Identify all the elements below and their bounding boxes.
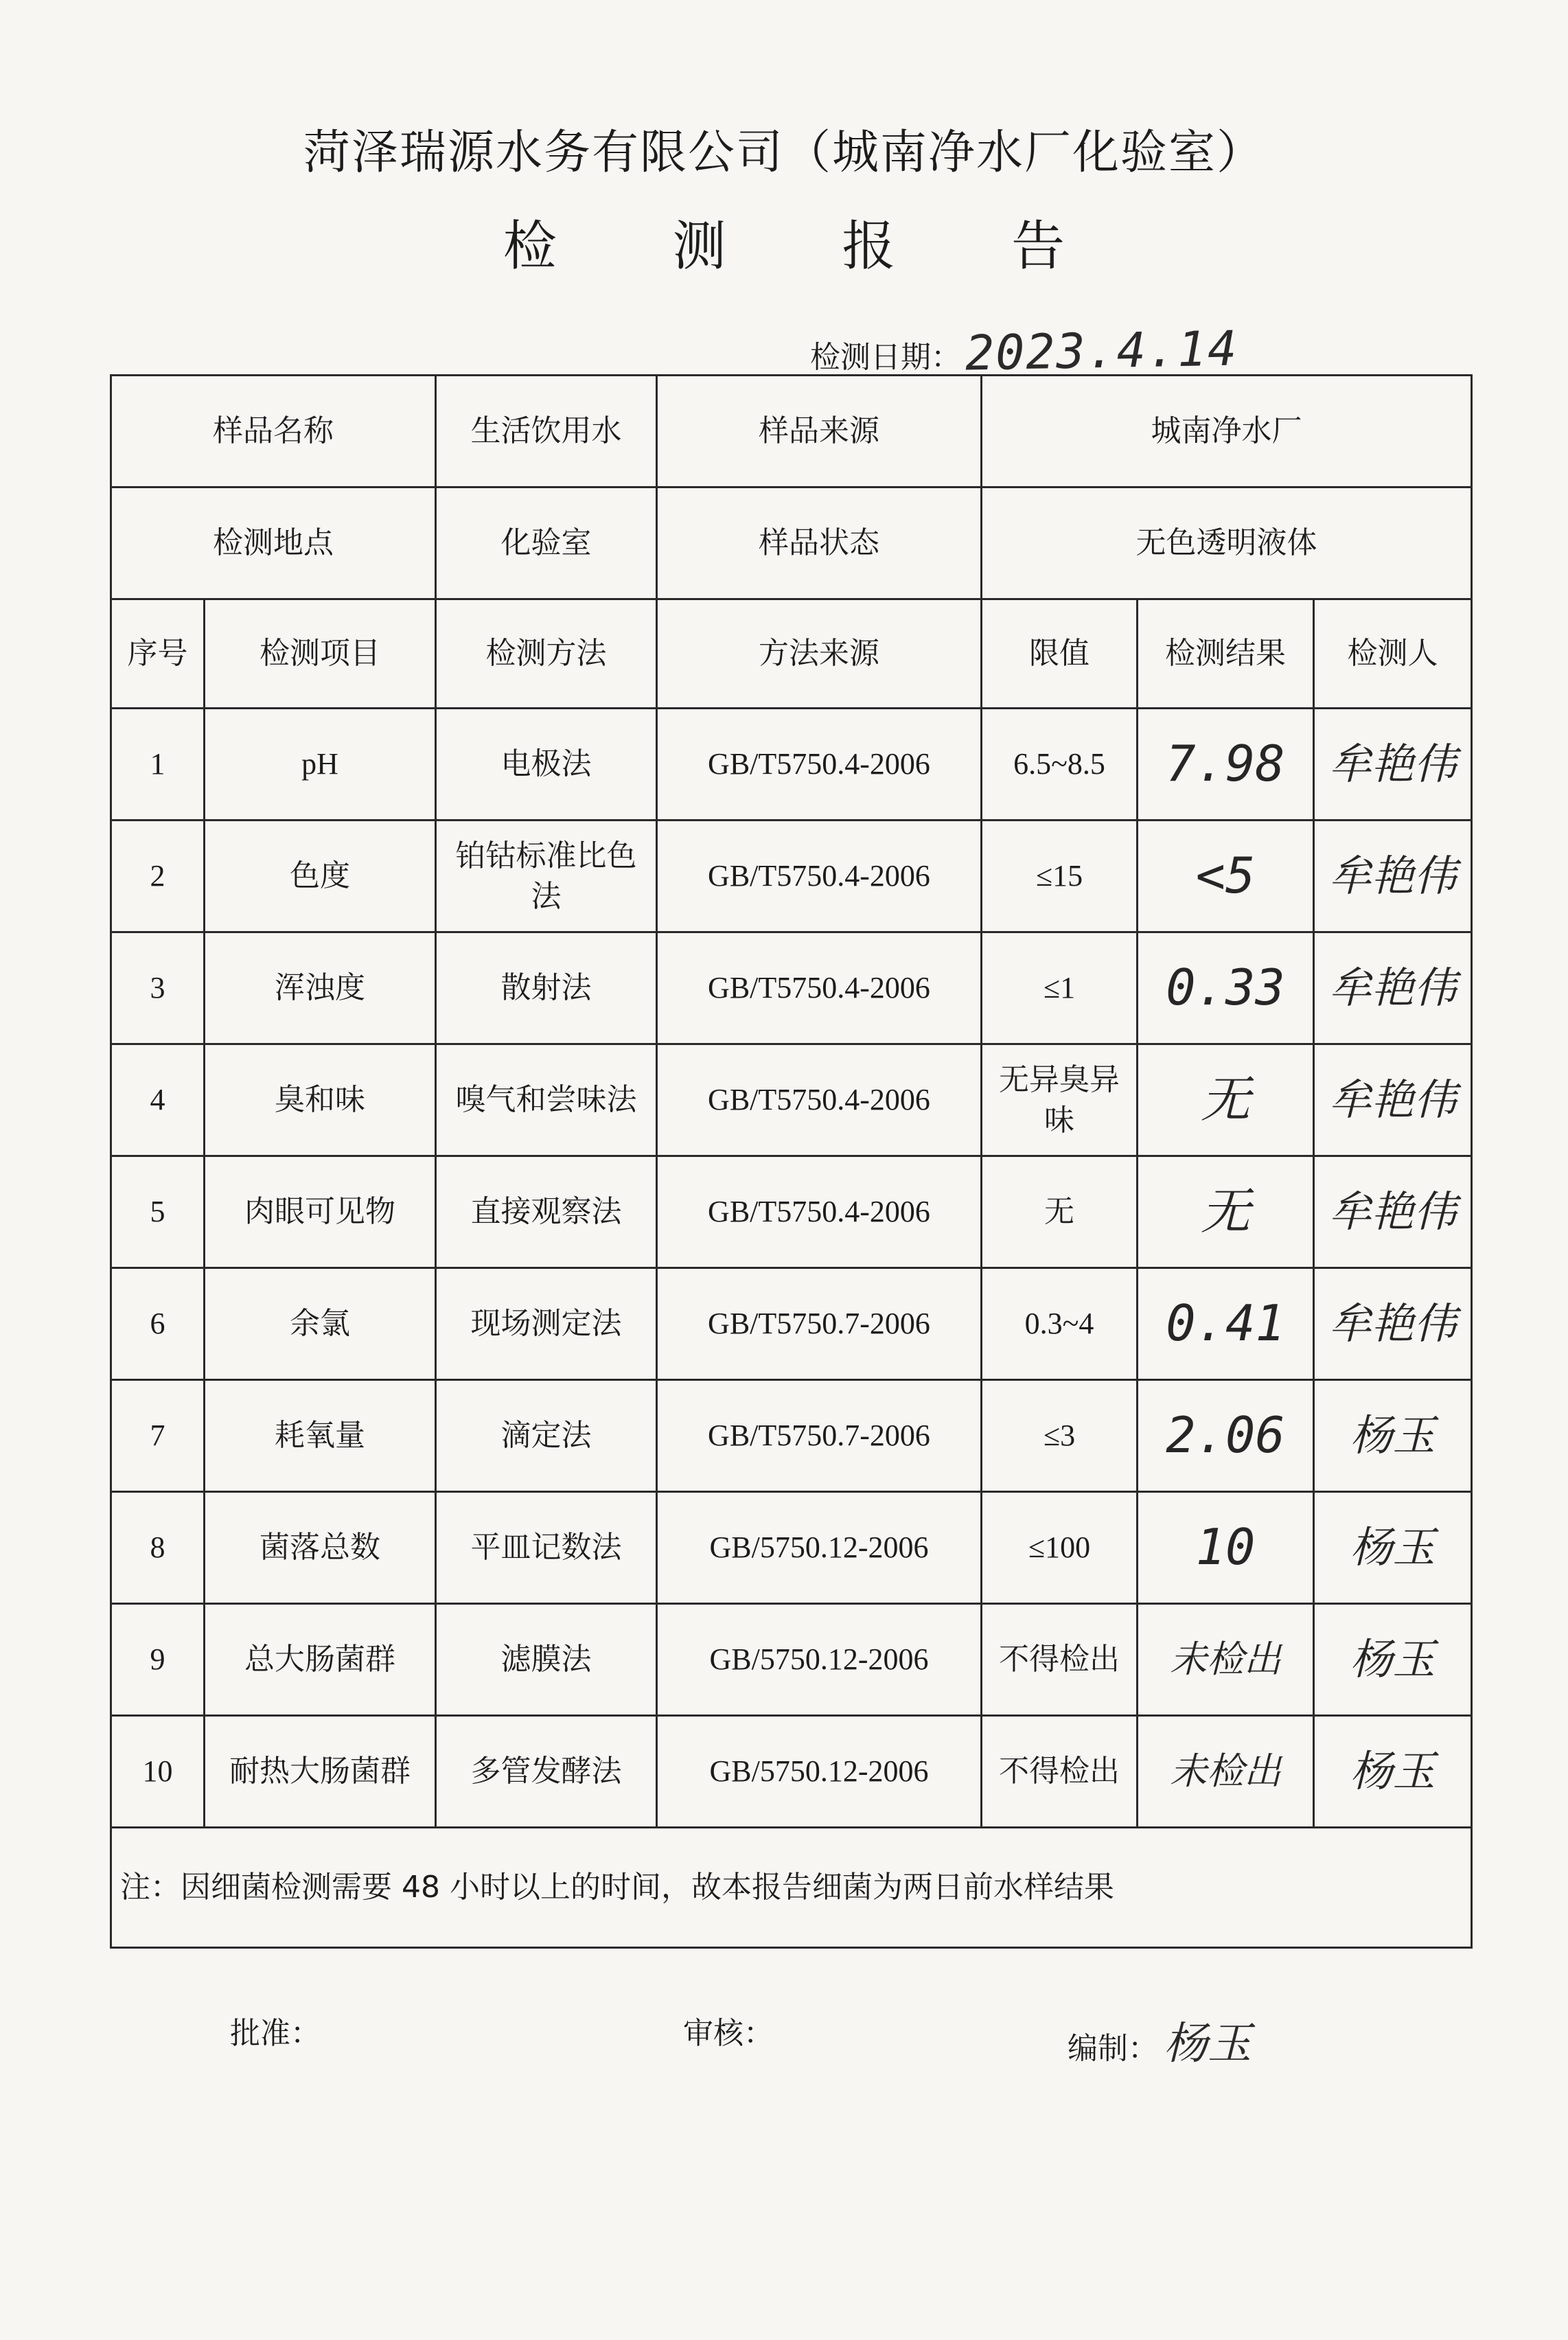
info-row-2 (111, 488, 1472, 599)
row-item: 臭和味 (205, 1044, 436, 1156)
row-result: 无 (1138, 1156, 1314, 1268)
sample-state-label: 样品状态 (657, 488, 982, 599)
row-no: 8 (111, 1492, 205, 1604)
row-no: 3 (111, 932, 205, 1044)
row-result: <5 (1138, 821, 1314, 932)
column-header-no: 序号 (111, 599, 205, 709)
column-header-result: 检测结果 (1138, 599, 1314, 709)
test-date-label: 检测日期： (810, 340, 961, 375)
row-tester: 杨玉 (1314, 1716, 1472, 1828)
column-header-tester: 检测人 (1314, 599, 1472, 709)
row-no: 6 (111, 1268, 205, 1380)
test-date-value: 2023.4.14 (965, 320, 1238, 382)
report-note: 注：因细菌检测需要 48 小时以上的时间，故本报告细菌为两日前水样结果 (111, 1828, 1472, 1948)
row-item: 菌落总数 (205, 1492, 436, 1604)
row-method: 嗅气和尝味法 (436, 1044, 657, 1156)
review-label: 审核： (683, 2016, 774, 2051)
row-method: 多管发酵法 (436, 1716, 657, 1828)
row-method-source: GB/T5750.4-2006 (657, 1044, 982, 1156)
row-tester: 牟艳伟 (1314, 1156, 1472, 1268)
row-result: 2.06 (1138, 1380, 1314, 1492)
row-tester: 牟艳伟 (1314, 709, 1472, 821)
table-row (111, 1716, 1472, 1828)
row-method: 电极法 (436, 709, 657, 821)
row-limit: ≤3 (982, 1380, 1138, 1492)
note-row (111, 1828, 1472, 1948)
row-method: 平皿记数法 (436, 1492, 657, 1604)
row-method: 现场测定法 (436, 1268, 657, 1380)
row-limit: 0.3~4 (982, 1268, 1138, 1380)
row-result: 7.98 (1138, 709, 1314, 821)
row-limit: ≤1 (982, 932, 1138, 1044)
row-method: 散射法 (436, 932, 657, 1044)
row-item: 色度 (205, 821, 436, 932)
column-header-method-source: 方法来源 (657, 599, 982, 709)
signature-block (0, 2008, 1568, 2070)
table-row (111, 1268, 1472, 1380)
sample-state-value: 无色透明液体 (982, 488, 1472, 599)
column-header-row (111, 599, 1472, 709)
row-tester: 杨玉 (1314, 1604, 1472, 1716)
row-item: 耐热大肠菌群 (205, 1716, 436, 1828)
sample-source-value: 城南净水厂 (982, 376, 1472, 488)
row-no: 7 (111, 1380, 205, 1492)
row-limit: ≤100 (982, 1492, 1138, 1604)
row-no: 4 (111, 1044, 205, 1156)
row-tester: 杨玉 (1314, 1492, 1472, 1604)
table-row (111, 1604, 1472, 1716)
row-tester: 牟艳伟 (1314, 1044, 1472, 1156)
row-result: 10 (1138, 1492, 1314, 1604)
row-limit: 无异臭异味 (982, 1044, 1138, 1156)
table-row (111, 821, 1472, 932)
row-no: 1 (111, 709, 205, 821)
row-limit: 不得检出 (982, 1604, 1138, 1716)
report-title: 检 测 报 告 (503, 216, 1115, 277)
row-method-source: GB/T5750.4-2006 (657, 821, 982, 932)
row-item: 浑浊度 (205, 932, 436, 1044)
row-limit: 6.5~8.5 (982, 709, 1138, 821)
company-name: 菏泽瑞源水务有限公司（城南净水厂化验室） (303, 126, 1265, 180)
row-limit: 不得检出 (982, 1716, 1138, 1828)
column-header-item: 检测项目 (205, 599, 436, 709)
row-item: 耗氧量 (205, 1380, 436, 1492)
row-method-source: GB/5750.12-2006 (657, 1716, 982, 1828)
table-row (111, 1492, 1472, 1604)
table-row (111, 932, 1472, 1044)
row-item: pH (205, 709, 436, 821)
row-result: 无 (1138, 1044, 1314, 1156)
sample-name-value: 生活饮用水 (436, 376, 657, 488)
sample-name-label: 样品名称 (111, 376, 436, 488)
row-method-source: GB/T5750.4-2006 (657, 932, 982, 1044)
row-result: 0.33 (1138, 932, 1314, 1044)
approve-signature (230, 2008, 321, 2052)
compile-signature (1068, 2008, 1252, 2072)
info-row-1 (111, 376, 1472, 488)
row-method: 滤膜法 (436, 1604, 657, 1716)
compiler-name: 杨玉 (1164, 2019, 1252, 2069)
review-signature (683, 2008, 774, 2052)
row-tester: 牟艳伟 (1314, 1268, 1472, 1380)
row-method-source: GB/T5750.4-2006 (657, 1156, 982, 1268)
row-method-source: GB/T5750.7-2006 (657, 1380, 982, 1492)
row-method: 滴定法 (436, 1380, 657, 1492)
table-row (111, 1044, 1472, 1156)
row-no: 5 (111, 1156, 205, 1268)
row-tester: 牟艳伟 (1314, 821, 1472, 932)
row-result: 未检出 (1138, 1716, 1314, 1828)
report-table (110, 374, 1473, 1949)
row-limit: 无 (982, 1156, 1138, 1268)
row-method: 直接观察法 (436, 1156, 657, 1268)
row-method: 铂钴标准比色法 (436, 821, 657, 932)
test-location-value: 化验室 (436, 488, 657, 599)
row-item: 肉眼可见物 (205, 1156, 436, 1268)
row-result: 未检出 (1138, 1604, 1314, 1716)
row-item: 余氯 (205, 1268, 436, 1380)
row-no: 2 (111, 821, 205, 932)
sample-source-label: 样品来源 (657, 376, 982, 488)
table-row (111, 1156, 1472, 1268)
row-tester: 牟艳伟 (1314, 932, 1472, 1044)
row-result: 0.41 (1138, 1268, 1314, 1380)
row-method-source: GB/5750.12-2006 (657, 1604, 982, 1716)
approve-label: 批准： (230, 2016, 321, 2051)
column-header-method: 检测方法 (436, 599, 657, 709)
row-method-source: GB/5750.12-2006 (657, 1492, 982, 1604)
table-row (111, 1380, 1472, 1492)
row-item: 总大肠菌群 (205, 1604, 436, 1716)
test-location-label: 检测地点 (111, 488, 436, 599)
test-date (810, 320, 1238, 382)
column-header-limit: 限值 (982, 599, 1138, 709)
table-row (111, 709, 1472, 821)
compile-label: 编制： (1068, 2031, 1158, 2066)
row-no: 10 (111, 1716, 205, 1828)
row-method-source: GB/T5750.4-2006 (657, 709, 982, 821)
row-limit: ≤15 (982, 821, 1138, 932)
row-no: 9 (111, 1604, 205, 1716)
row-method-source: GB/T5750.7-2006 (657, 1268, 982, 1380)
row-tester: 杨玉 (1314, 1380, 1472, 1492)
